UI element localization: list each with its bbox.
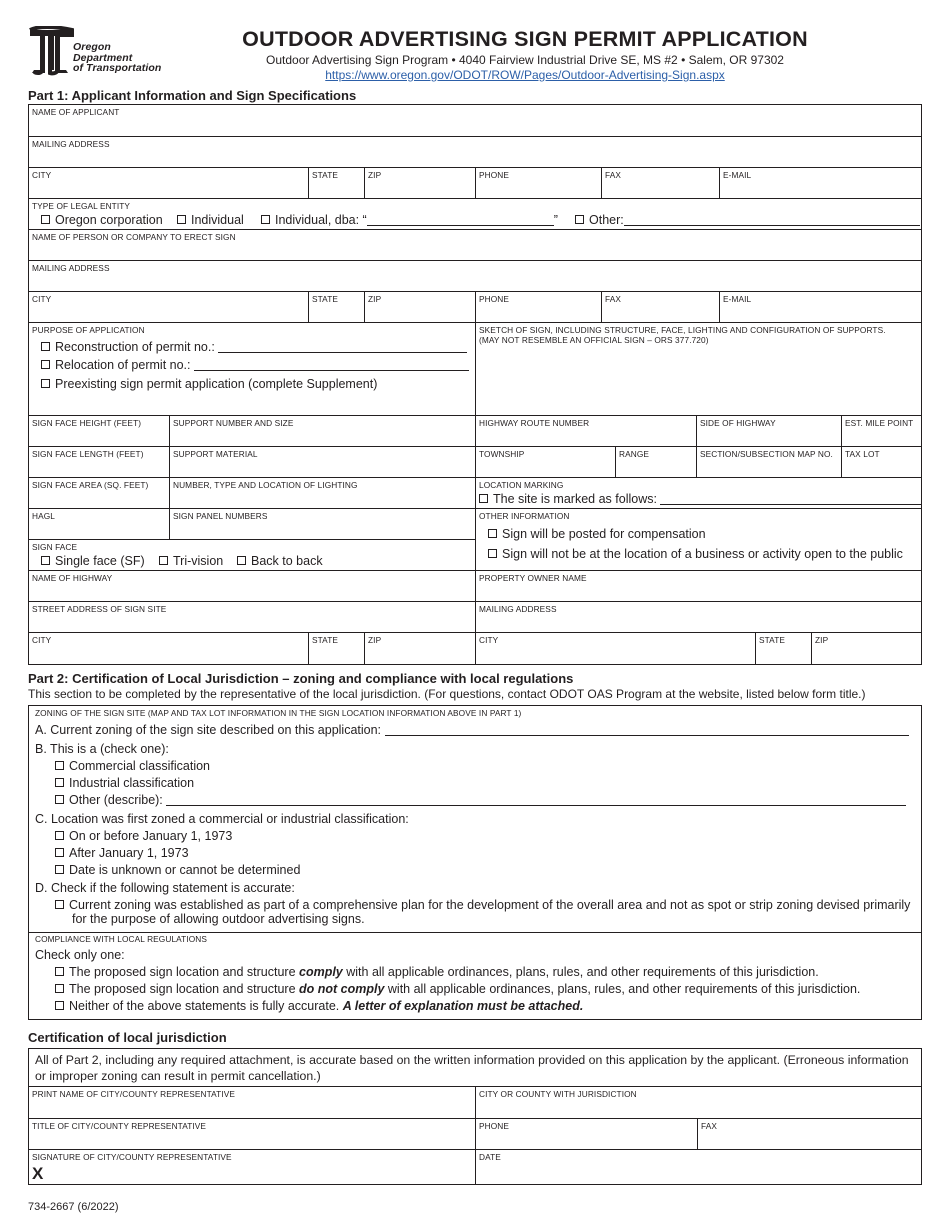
street-address-field[interactable]: STREET ADDRESS OF SIGN SITE	[29, 601, 475, 632]
neither-checkbox[interactable]: Neither of the above statements is fully accurate. A letter of explanation must be attached.	[55, 998, 583, 1015]
township-field[interactable]: TOWNSHIP	[475, 446, 615, 477]
hagl-field[interactable]: HAGL	[29, 508, 169, 539]
not-business-location-checkbox[interactable]: Sign will not be at the location of a business or activity open to the public	[488, 547, 903, 561]
range-field[interactable]: RANGE	[615, 446, 696, 477]
applicant-phone-field[interactable]: PHONE	[475, 167, 601, 198]
part1-heading: Part 1: Applicant Information and Sign Specifications	[28, 88, 357, 103]
applicant-email-field[interactable]: E-MAIL	[719, 167, 922, 198]
part2-box	[28, 705, 922, 1020]
signature-x-mark: X	[32, 1164, 44, 1183]
certification-heading: Certification of local jurisdiction	[28, 1030, 227, 1045]
support-material-field[interactable]: SUPPORT MATERIAL	[169, 446, 475, 477]
single-face-checkbox[interactable]: Single face (SF)	[41, 554, 145, 568]
entity-oregon-corp-checkbox[interactable]: Oregon corporation	[41, 213, 163, 227]
site-city-field[interactable]: CITY	[29, 632, 308, 665]
comprehensive-plan-checkbox[interactable]: Current zoning was established as part of a comprehensive plan for the development of the overall area and not as spot or strip zoning devised primarily	[55, 897, 910, 914]
applicant-mailing-address-field[interactable]: MAILING ADDRESS	[29, 136, 922, 167]
face-height-field[interactable]: SIGN FACE HEIGHT (FEET)	[29, 415, 169, 446]
erector-city-field[interactable]: CITY	[29, 291, 308, 322]
commercial-checkbox[interactable]: Commercial classification	[55, 758, 210, 775]
zoning-b: B. This is a (check one):	[35, 742, 169, 756]
erector-zip-field[interactable]: ZIP	[364, 291, 475, 322]
location-marking-section: LOCATION MARKING The site is marked as follows:	[475, 477, 922, 508]
part2-heading: Part 2: Certification of Local Jurisdiction – zoning and compliance with local regulations	[28, 671, 574, 686]
entity-other-checkbox[interactable]: Other:	[575, 213, 920, 227]
site-marked-checkbox[interactable]: The site is marked as follows:	[479, 492, 922, 506]
before-1973-checkbox[interactable]: On or before January 1, 1973	[55, 828, 232, 845]
certification-text: All of Part 2, including any required attachment, is accurate based on the written information provided on this application by the applicant. (Erroneous information or improper zoning can result in permit cancellation.)	[35, 1053, 909, 1083]
applicant-name-field[interactable]: NAME OF APPLICANT	[32, 107, 120, 117]
site-zip-field[interactable]: ZIP	[364, 632, 475, 665]
erector-phone-field[interactable]: PHONE	[475, 291, 601, 322]
erector-name-field[interactable]: NAME OF PERSON OR COMPANY TO ERECT SIGN	[29, 229, 922, 260]
other-zoning-checkbox[interactable]: Other (describe):	[55, 792, 906, 809]
not-comply-checkbox[interactable]: The proposed sign location and structure do not comply with all applicable ordinances, plans, rules, and other requirements of this jurisdiction.	[55, 981, 860, 998]
entity-individual-checkbox[interactable]: Individual	[177, 213, 244, 227]
support-number-field[interactable]: SUPPORT NUMBER AND SIZE	[169, 415, 475, 446]
lighting-field[interactable]: NUMBER, TYPE AND LOCATION OF LIGHTING	[169, 477, 475, 508]
rep-phone-field[interactable]: PHONE	[475, 1118, 697, 1149]
applicant-zip-field[interactable]: ZIP	[364, 167, 475, 198]
property-owner-field[interactable]: PROPERTY OWNER NAME	[475, 570, 922, 601]
owner-zip-field[interactable]: ZIP	[811, 632, 922, 665]
purpose-preexisting-checkbox[interactable]: Preexisting sign permit application (complete Supplement)	[41, 377, 377, 391]
zoning-a[interactable]: A. Current zoning of the sign site described on this application:	[35, 722, 909, 739]
compliance-label: COMPLIANCE WITH LOCAL REGULATIONS	[35, 934, 208, 944]
back-to-back-checkbox[interactable]: Back to back	[237, 554, 323, 568]
form-number: 734-2667 (6/2022)	[28, 1201, 119, 1213]
part2-intro: This section to be completed by the representative of the local jurisdiction. (For questions, contact ODOT OAS Program at the website, listed below form title.)	[28, 687, 866, 701]
owner-mailing-address-field[interactable]: MAILING ADDRESS	[475, 601, 922, 632]
program-address: Outdoor Advertising Sign Program • 4040 Fairview Industrial Drive SE, MS #2 • Salem, OR 97302	[266, 53, 784, 67]
comprehensive-plan-cont: for the purpose of allowing outdoor advertising signs.	[72, 912, 365, 926]
sign-face-section: SIGN FACE Single face (SF) Tri-vision Back to back	[29, 539, 475, 570]
after-1973-checkbox[interactable]: After January 1, 1973	[55, 845, 189, 862]
rep-date-field[interactable]: DATE	[475, 1149, 922, 1185]
logo-text: Oregon Department of Transportation	[73, 41, 162, 74]
tri-vision-checkbox[interactable]: Tri-vision	[159, 554, 223, 568]
check-only-one: Check only one:	[35, 948, 125, 962]
page-title: OUTDOOR ADVERTISING SIGN PERMIT APPLICATION	[242, 27, 808, 51]
certification-box	[28, 1048, 922, 1185]
zoning-c: C. Location was first zoned a commercial or industrial classification:	[35, 812, 409, 826]
other-information-section: OTHER INFORMATION Sign will be posted for compensation Sign will not be at the location of a business or activity open to the public	[475, 508, 922, 570]
side-of-highway-field[interactable]: SIDE OF HIGHWAY	[696, 415, 841, 446]
face-area-field[interactable]: SIGN FACE AREA (SQ. FEET)	[29, 477, 169, 508]
jurisdiction-field[interactable]: CITY OR COUNTY WITH JURISDICTION	[475, 1086, 922, 1118]
purpose-section: PURPOSE OF APPLICATION Reconstruction of permit no.: Relocation of permit no.: Preexisting sign permit application (complete Supplement)	[29, 322, 475, 415]
applicant-city-field[interactable]: CITY	[29, 167, 308, 198]
tax-lot-field[interactable]: TAX LOT	[841, 446, 922, 477]
panel-numbers-field[interactable]: SIGN PANEL NUMBERS	[169, 508, 475, 539]
purpose-reconstruction-checkbox[interactable]: Reconstruction of permit no.:	[41, 340, 467, 354]
applicant-state-field[interactable]: STATE	[308, 167, 364, 198]
erector-state-field[interactable]: STATE	[308, 291, 364, 322]
erector-email-field[interactable]: E-MAIL	[719, 291, 922, 322]
highway-route-field[interactable]: HIGHWAY ROUTE NUMBER	[475, 415, 696, 446]
mile-point-field[interactable]: EST. MILE POINT	[841, 415, 922, 446]
erector-mailing-address-field[interactable]: MAILING ADDRESS	[29, 260, 922, 291]
erector-fax-field[interactable]: FAX	[601, 291, 719, 322]
rep-signature-field[interactable]: SIGNATURE OF CITY/COUNTY REPRESENTATIVE X	[29, 1149, 475, 1185]
date-unknown-checkbox[interactable]: Date is unknown or cannot be determined	[55, 862, 300, 879]
comply-checkbox[interactable]: The proposed sign location and structure comply with all applicable ordinances, plans, rules, and other requirements of this jurisdiction.	[55, 964, 819, 981]
rep-fax-field[interactable]: FAX	[697, 1118, 922, 1149]
industrial-checkbox[interactable]: Industrial classification	[55, 775, 194, 792]
owner-city-field[interactable]: CITY	[475, 632, 755, 665]
purpose-relocation-checkbox[interactable]: Relocation of permit no.:	[41, 358, 469, 372]
site-state-field[interactable]: STATE	[308, 632, 364, 665]
sign-sketch-area[interactable]: SKETCH OF SIGN, INCLUDING STRUCTURE, FACE, LIGHTING AND CONFIGURATION OF SUPPORTS. (MAY NOT RESEMBLE AN OFFICIAL SIGN – ORS 377.720)	[475, 322, 922, 415]
rep-print-name-field[interactable]: PRINT NAME OF CITY/COUNTY REPRESENTATIVE	[29, 1086, 475, 1118]
entity-dba-checkbox[interactable]: Individual, dba: “ ”	[261, 213, 558, 227]
legal-entity-section: TYPE OF LEGAL ENTITY Oregon corporation Individual Individual, dba: “ ” Other:	[29, 198, 922, 229]
posted-compensation-checkbox[interactable]: Sign will be posted for compensation	[488, 527, 706, 541]
owner-state-field[interactable]: STATE	[755, 632, 811, 665]
face-length-field[interactable]: SIGN FACE LENGTH (FEET)	[29, 446, 169, 477]
applicant-fax-field[interactable]: FAX	[601, 167, 719, 198]
program-url-link[interactable]: https://www.oregon.gov/ODOT/ROW/Pages/Outdoor-Advertising-Sign.aspx	[325, 68, 725, 82]
highway-name-field[interactable]: NAME OF HIGHWAY	[29, 570, 475, 601]
zoning-d: D. Check if the following statement is accurate:	[35, 881, 295, 895]
section-map-field[interactable]: SECTION/SUBSECTION MAP NO.	[696, 446, 841, 477]
rep-title-field[interactable]: TITLE OF CITY/COUNTY REPRESENTATIVE	[29, 1118, 475, 1149]
zoning-label: ZONING OF THE SIGN SITE (MAP AND TAX LOT INFORMATION IN THE SIGN LOCATION INFORMATION ABOVE IN PART 1)	[35, 708, 522, 718]
part1-table	[28, 104, 922, 665]
